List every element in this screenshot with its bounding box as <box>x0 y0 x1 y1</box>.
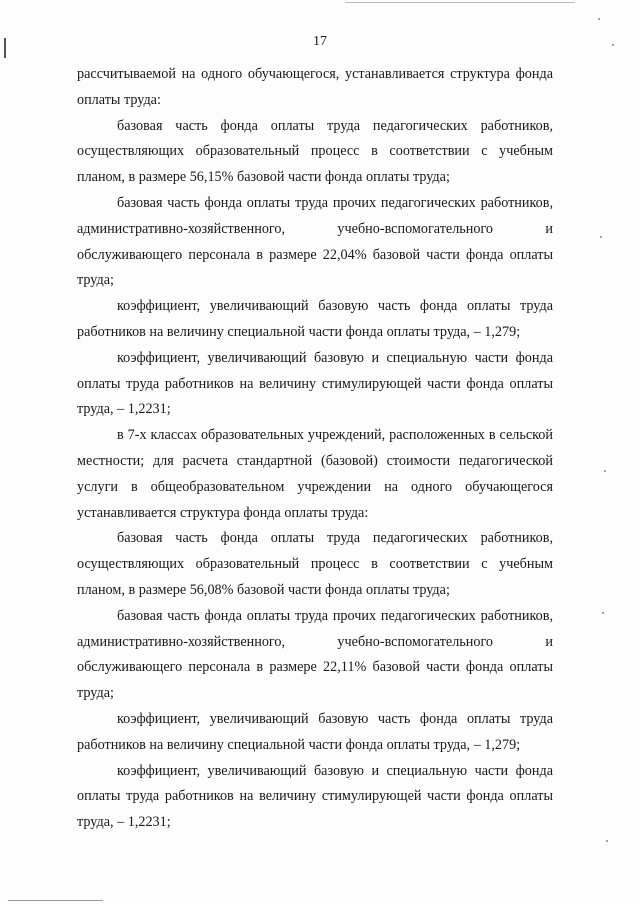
paragraph: базовая часть фонда оплаты труда прочих педагогических работников, административно-хозяйственного, учебно-вспомогательного и обслуживающего персонала в размере 22,11% базовой части фонда оплаты труда; <box>77 607 553 702</box>
page-number: 17 <box>313 34 327 49</box>
scan-artifact-dot <box>598 18 600 20</box>
paragraph: коэффициент, увеличивающий базовую и специальную части фонда оплаты труда работников на величину стимулирующей части фонда оплаты труда, – 1,2231; <box>77 349 553 418</box>
paragraph: базовая часть фонда оплаты труда педагогических работников, осуществляющих образовательный процесс в соответствии с учебным планом, в размере 56,15% базовой части фонда оплаты труда; <box>77 117 553 186</box>
scan-artifact-line <box>8 900 103 901</box>
paragraph: рассчитываемой на одного обучающегося, устанавливается структура фонда оплаты труда: <box>77 66 553 108</box>
scan-artifact-dot <box>604 470 606 472</box>
scan-artifact-dot <box>602 612 604 614</box>
paragraph: коэффициент, увеличивающий базовую и специальную части фонда оплаты труда работников на величину стимулирующей части фонда оплаты труда, – 1,2231; <box>77 762 553 831</box>
scan-artifact-dot <box>600 236 602 238</box>
scan-artifact-line <box>345 2 575 3</box>
paragraph: базовая часть фонда оплаты труда педагогических работников, осуществляющих образовательный процесс в соответствии с учебным планом, в размере 56,08% базовой части фонда оплаты труда; <box>77 530 553 598</box>
paragraph: коэффициент, увеличивающий базовую часть фонда оплаты труда работников на величину специальной части фонда оплаты труда, – 1,279; <box>77 298 553 340</box>
document-body <box>77 62 553 836</box>
paragraph: базовая часть фонда оплаты труда прочих педагогических работников, административно-хозяйственного, учебно-вспомогательного и обслуживающего персонала в размере 22,04% базовой части фонда оплаты труда; <box>77 194 553 289</box>
scan-artifact-dot <box>606 840 608 842</box>
paragraph: в 7-х классах образовательных учреждений, расположенных в сельской местности; для расчета стандартной (базовой) стоимости педагогической услуги в общеобразовательном учреждении на одного обучающегося устанавливается структура фонда оплаты труда: <box>77 427 553 521</box>
paragraph: коэффициент, увеличивающий базовую часть фонда оплаты труда работников на величину специальной части фонда оплаты труда, – 1,279; <box>77 710 553 753</box>
